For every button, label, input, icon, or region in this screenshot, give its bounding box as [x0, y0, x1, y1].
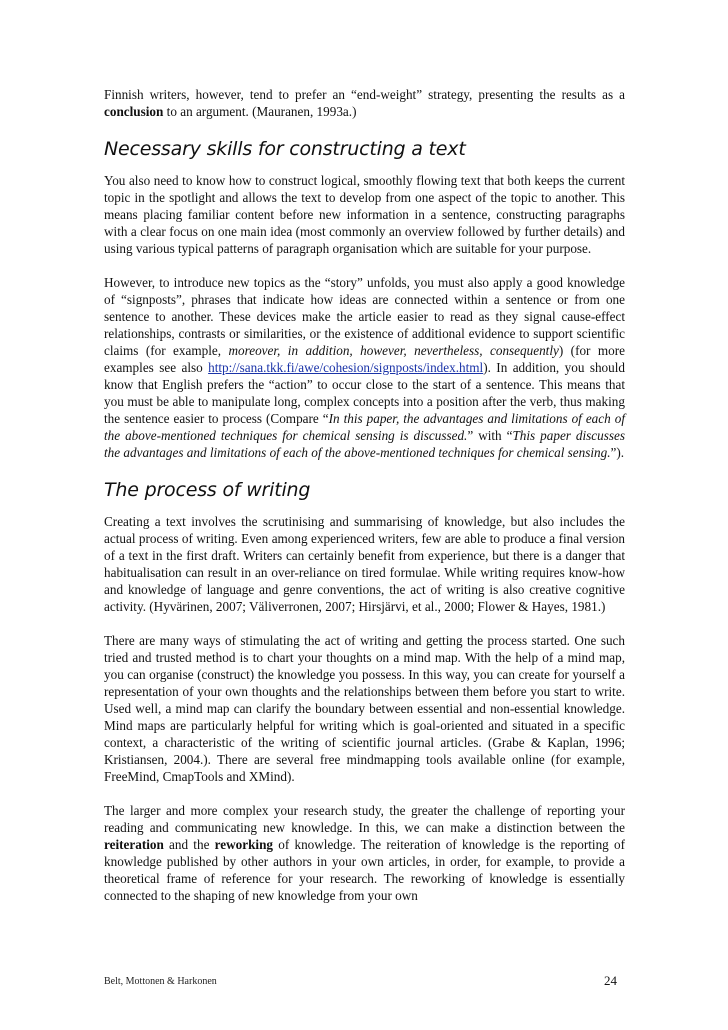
- paragraph-reiteration-reworking: [104, 802, 625, 904]
- paragraph-constructing-text: You also need to know how to construct logical, smoothly flowing text that both keeps the current topic in the spotlight and allows the text to develop from one aspect of the topic to another. This means placing familiar content before new information in a sentence, constructing paragraphs with a clear focus on one main idea (most commonly an overview followed by further details) and using various typical patterns of paragraph organisation which are suitable for your purpose.: [104, 173, 625, 256]
- bold-term-conclusion: conclusion: [104, 104, 164, 119]
- text-run: to an argument. (Mauranen, 1993a.): [163, 104, 357, 119]
- text-run: However, to introduce new topics as the “story” unfolds, you must also apply a good knowledge of “signposts”, phrases that indicate how ideas are connected within a sentence or from one sentence to another. These devices make the article easier to read as they signal cause-effect relationships, contrasts or similarities, or the existence of additional evidence to support scientific claims (for example,: [104, 275, 625, 358]
- page-number: 24: [604, 973, 617, 988]
- italic-example-sentence-2: This paper discusses the advantages and limitations of each of the above-mentioned techniques for chemical sensing.: [104, 428, 625, 460]
- signposts-link[interactable]: http://sana.tkk.fi/awe/cohesion/signposts/index.html: [208, 360, 484, 375]
- text-run: ) (for more examples see also: [104, 343, 625, 375]
- italic-example-sentence-1: In this paper, the advantages and limitations of each of the above-mentioned techniques for chemical sensing is discussed.: [104, 411, 625, 443]
- section-heading-necessary-skills: Necessary skills for constructing a text: [104, 138, 466, 160]
- italic-examples: moreover, in addition, however, nevertheless, consequently: [228, 343, 559, 358]
- text-run: Finnish writers, however, tend to prefer an “end-weight” strategy, presenting the results as a: [104, 87, 625, 102]
- text-run: of knowledge. The reiteration of knowledge is the reporting of knowledge published by other authors in your own articles, in order, for example, to provide a theoretical frame of reference for your research. The reworking of knowledge is essentially connected to the shaping of new knowledge from your own: [104, 837, 625, 903]
- intro-paragraph: [104, 86, 625, 120]
- document-page: [104, 86, 625, 921]
- paragraph-signposts: [104, 274, 625, 461]
- text-run: ). In addition, you should know that English prefers the “action” to occur close to the start of a sentence. This means that you must be able to manipulate long, complex concepts into a position after the verb, thus making the sentence easier to process (Compare “: [104, 360, 625, 426]
- paragraph-mind-maps: There are many ways of stimulating the act of writing and getting the process started. One such tried and trusted method is to chart your thoughts on a mind map. With the help of a mind map, you can organise (construct) the knowledge you possess. In this way, you can create for yourself a representation of your own thoughts and the relationships between them before you start to write. Used well, a mind map can clarify the boundary between essential and non-essential knowledge. Mind maps are particularly helpful for writing which is goal-oriented and situated in a specific context, a characteristic of the writing of scientific journal articles. (Grabe & Kaplan, 1996; Kristiansen, 2004.). There are several free mindmapping tools available online (for example, FreeMind, CmapTools and XMind).: [104, 633, 625, 784]
- text-run: ” with “: [467, 428, 513, 443]
- text-run: The larger and more complex your research study, the greater the challenge of reporting your reading and communicating new knowledge. In this, we can make a distinction between the: [104, 803, 625, 835]
- footer-authors: Belt, Mottonen & Harkonen: [104, 976, 217, 987]
- text-run: ”).: [610, 445, 625, 460]
- bold-term-reiteration: reiteration: [104, 837, 164, 852]
- bold-term-reworking: reworking: [214, 837, 274, 852]
- text-run: and the: [163, 837, 215, 852]
- section-heading-process-of-writing: The process of writing: [104, 479, 311, 501]
- paragraph-creating-text: Creating a text involves the scrutinising and summarising of knowledge, but also includes the actual process of writing. Even among experienced writers, few are able to produce a final version of a text in the first draft. Writers can certainly benefit from experience, but there is a danger that habitualisation can result in an over-reliance on tired formulae. While writing requires know-how and knowledge of language and genre conventions, the act of writing is also creative cognitive activity. (Hyvärinen, 2007; Väliverronen, 2007; Hirsjärvi, et al., 2000; Flower & Hayes, 1981.): [104, 514, 625, 614]
